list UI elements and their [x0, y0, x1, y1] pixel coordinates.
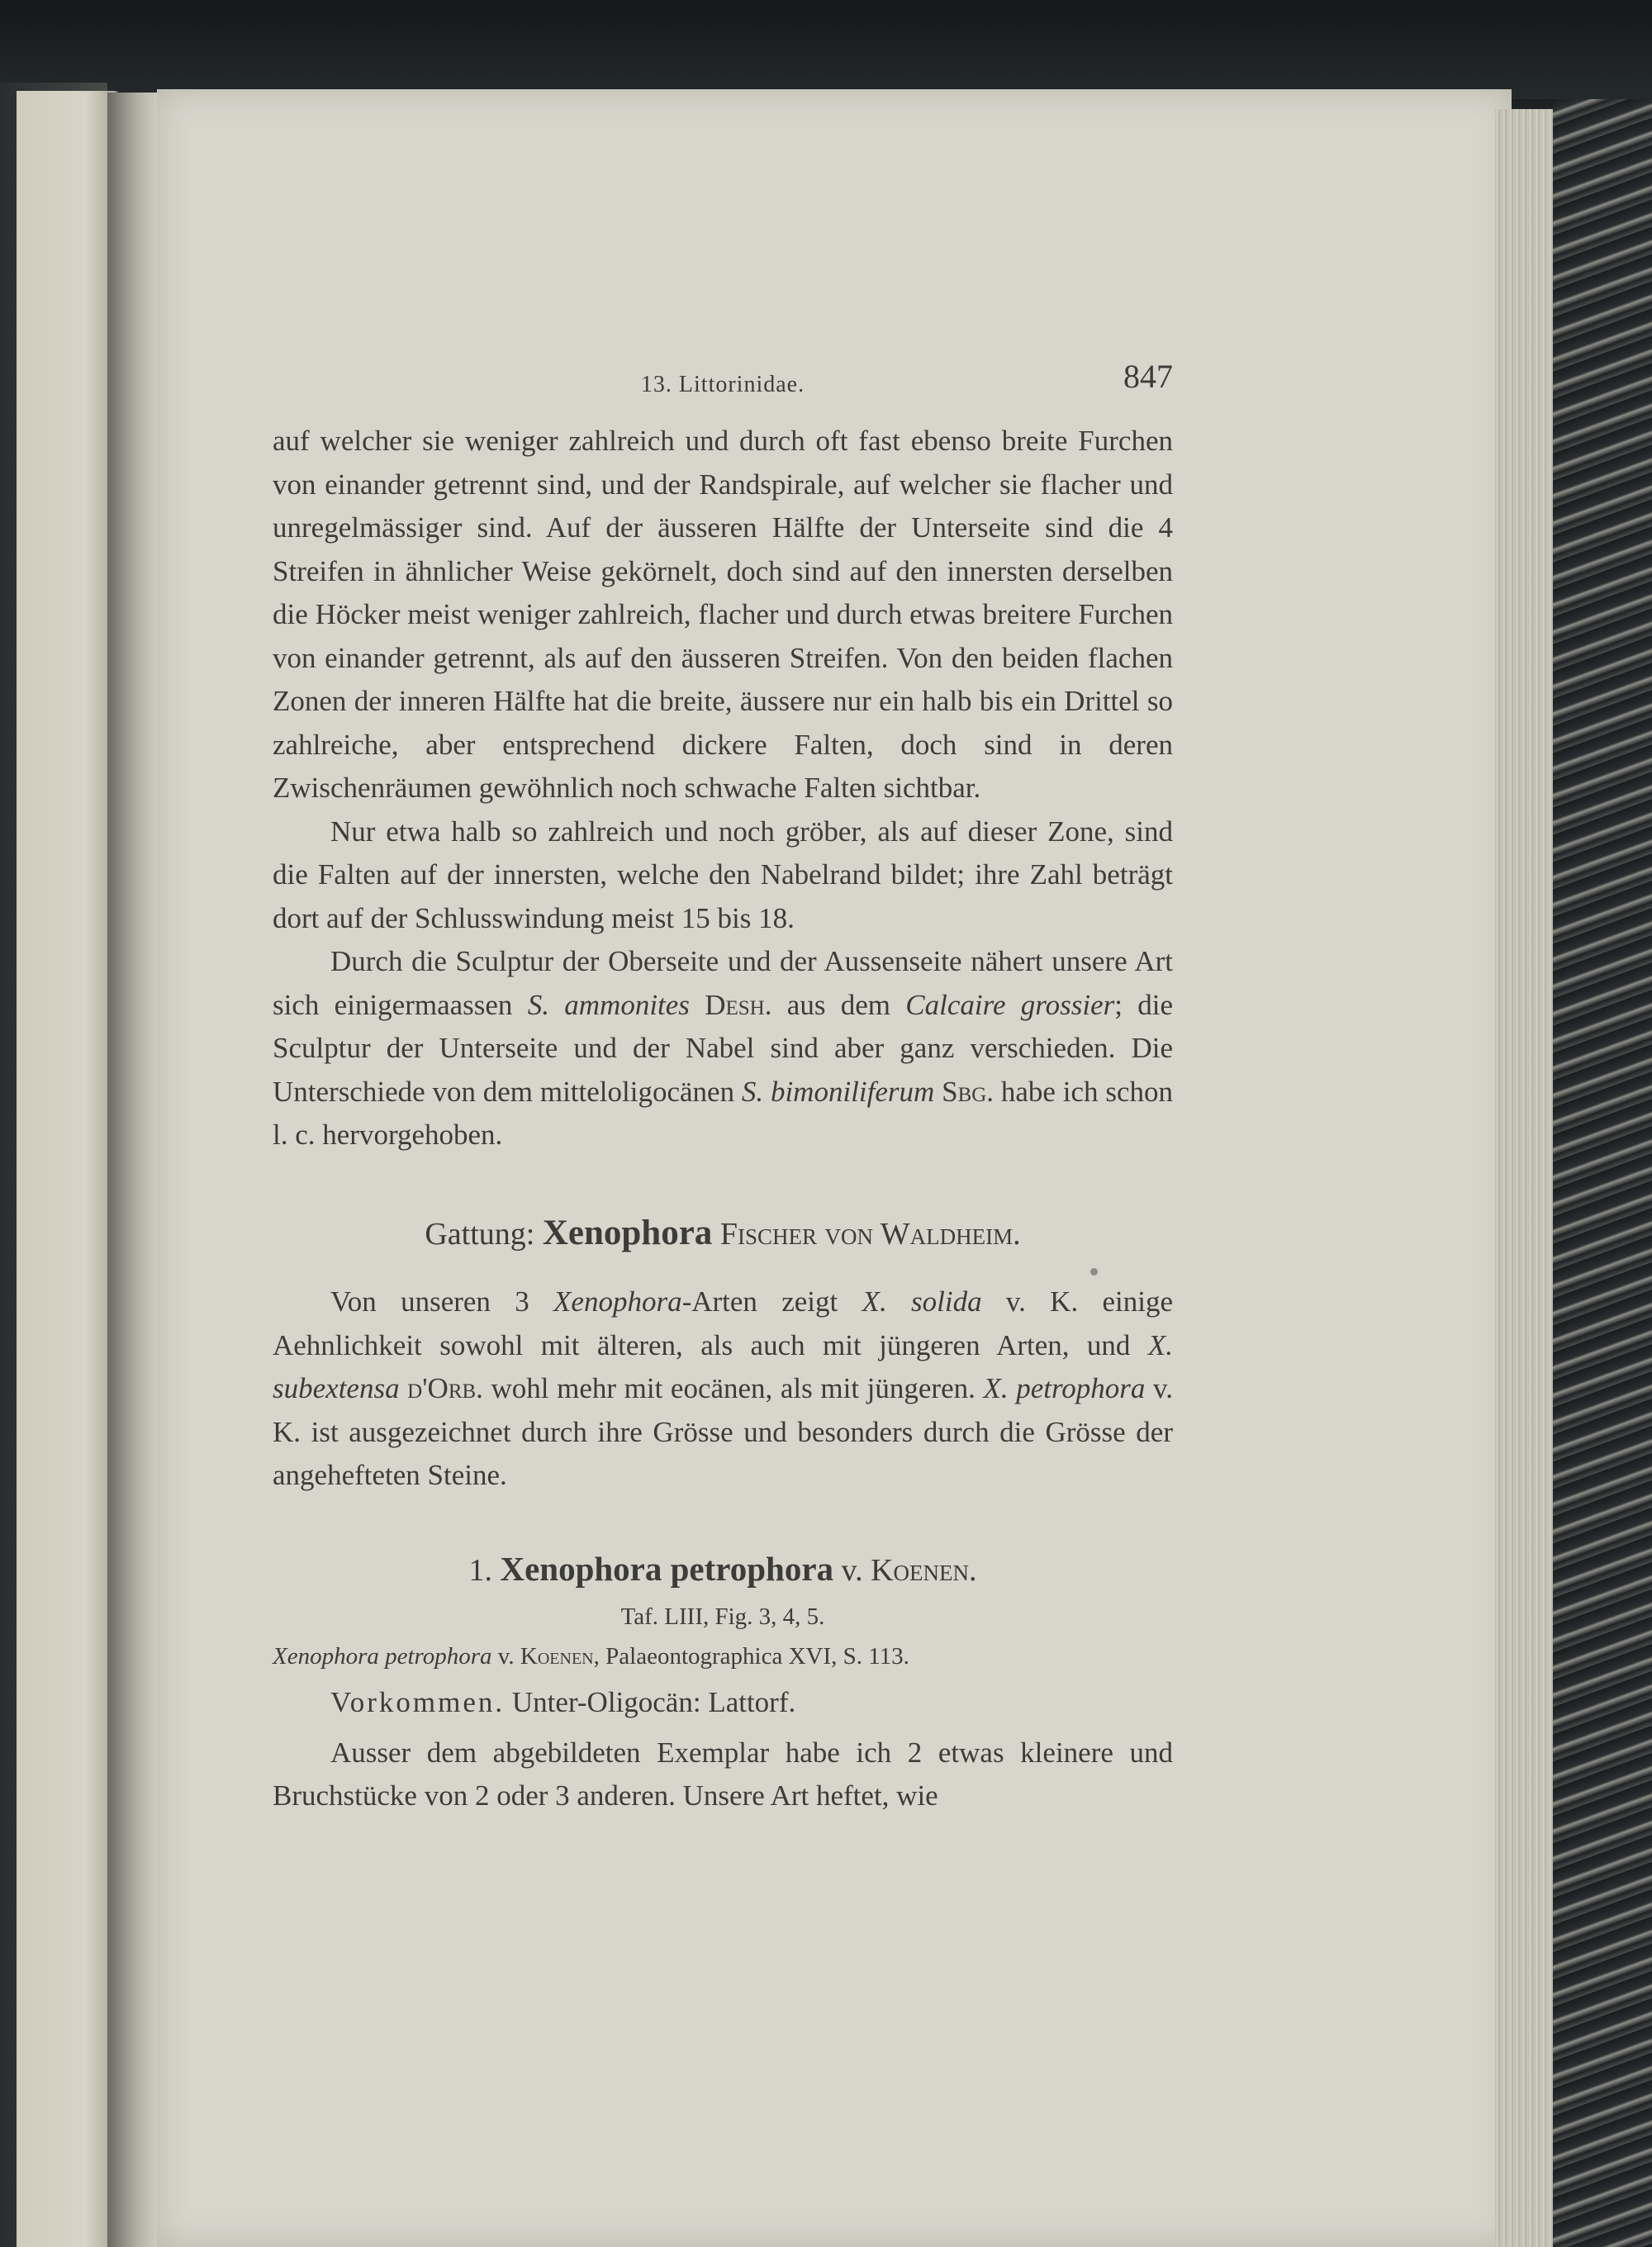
page-header — [273, 355, 1173, 405]
paragraph-sculpture-description: auf welcher sie weniger zahlreich und durch oft fast ebenso breite Furchen von einander getrennt sind, und der Randspirale, auf welcher sie flacher und unregelmässiger sind. Auf der äusseren Hälfte der Unterseite sind die 4 Streifen in ähnlicher Weise gekörnelt, doch sind auf den innersten derselben die Höcker meist weniger zahlreich, flacher und durch etwas breitere Furchen von einander getrennt, als auf den äusseren Streifen. Von den beiden flachen Zonen der inneren Hälfte hat die breite, äussere nur ein halb bis ein Drittel so zahlreiche, aber entsprechend dickere Falten, doch sind in deren Zwischenräumen gewöhnlich noch schwache Falten sichtbar. — [273, 425, 1173, 804]
running-head: 13. Littorinidae. — [640, 372, 805, 397]
page-stack-edges — [1495, 109, 1553, 2247]
occurrence-line: Vorkommen. Unter-Oligocän: Lattorf. — [330, 1686, 796, 1718]
genus-heading: Gattung: Xenophora Fischer von Waldheim. — [425, 1213, 1021, 1252]
literature-citation: Xenophora petrophora v. Koenen, Palaeontographica XVI, S. 113. — [273, 1643, 909, 1670]
plate-reference: Taf. LIII, Fig. 3, 4, 5. — [620, 1603, 825, 1630]
dark-backdrop — [0, 0, 1652, 99]
page-number: 847 — [1123, 358, 1173, 395]
right-book-cover-marbled — [1553, 99, 1652, 2247]
page-content — [273, 355, 1173, 1818]
left-page-edge — [17, 91, 118, 2247]
paragraph-genus-overview: Von unseren 3 Xenophora-Arten zeigt X. solida v. K. einige Aehnlichkeit sowohl mit älteren, als auch mit jüngeren Arten, und X. subextensa d'Orb. wohl mehr mit eocänen, als mit jüngeren. X. petrophora v. K. ist ausgezeichnet durch ihre Grösse und besonders durch die Grösse der angehefteten Steine. — [273, 1285, 1174, 1491]
paragraph-folds: Nur etwa halb so zahlreich und noch gröber, als auf dieser Zone, sind die Falten auf der innersten, welche den Nabelrand bildet; ihre Zahl beträgt dort auf der Schlusswindung meist 15 bis 18. — [273, 815, 1173, 934]
species-heading: 1. Xenophora petrophora v. Koenen. — [468, 1549, 977, 1588]
paragraph-specimens: Ausser dem abgebildeten Exemplar habe ich 2 etwas kleinere und Bruchstücke von 2 oder 3 anderen. Unsere Art heftet, wie — [273, 1736, 1173, 1812]
paragraph-comparison: Durch die Sculptur der Oberseite und der Aussenseite nähert unsere Art sich einigermaassen S. ammonites Desh. aus dem Calcaire grossier; die Sculptur der Unterseite und der Nabel sind aber ganz verschieden. Die Unterschiede von dem mitteloligocänen S. bimoniliferum Sbg. habe ich schon l. c. hervorgehoben. — [273, 945, 1174, 1151]
